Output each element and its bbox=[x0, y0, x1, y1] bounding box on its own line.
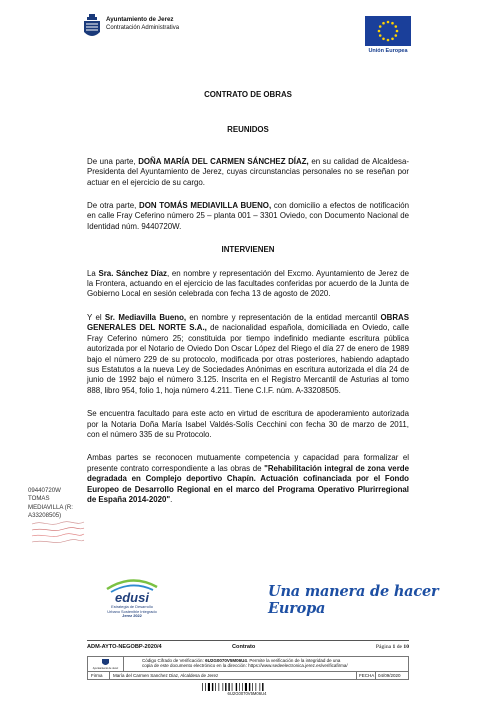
barcode-bar bbox=[249, 683, 250, 691]
firma-value: María del Carmen Sanchez Diaz, Alcaldesa de Jerez bbox=[113, 673, 219, 678]
verification-block bbox=[87, 656, 409, 696]
barcode-bar bbox=[225, 683, 226, 691]
svg-text:edusi: edusi bbox=[115, 590, 149, 605]
barcode-bar bbox=[208, 683, 210, 691]
barcode-bar bbox=[256, 683, 257, 691]
barcode-bar bbox=[228, 683, 229, 691]
signature-name-1: TOMAS bbox=[28, 495, 50, 503]
digital-signature-note bbox=[28, 487, 73, 520]
paragraph-representation-ayuntamiento: La Sra. Sánchez Díaz, en nombre y representación del Excmo. Ayuntamiento de Jerez de la Frontera, actuando en el ejercicio de las facultades conferidas por acuerdo de la Junta de Gobierno Local en sesión celebrada con fecha 13 de agosto de 2020. bbox=[87, 268, 409, 299]
edusi-caption-1: Estrategia de Desarrollo bbox=[111, 604, 153, 609]
paragraph-power-of-attorney: Se encuentra facultado para este acto en virtud de escritura de apoderamiento autorizada por la Notaria Doña María Isabel Valdés-Solís Cecchini con fecha 30 de marzo de 2011, con el número 335 de su Protocolo. bbox=[87, 409, 409, 439]
barcode-bar bbox=[232, 683, 233, 691]
barcode-bar bbox=[236, 683, 237, 691]
barcode-bar bbox=[242, 683, 243, 691]
edusi-caption-2: Urbano Sostenible Integrado bbox=[107, 608, 157, 614]
firma-label: Firma bbox=[88, 672, 110, 679]
signature-name-2: MEDIAVILLA (R: bbox=[28, 503, 73, 511]
ayuntamiento-name: Ayuntamiento de Jerez bbox=[106, 16, 174, 23]
jerez-crest-small-icon bbox=[101, 658, 110, 667]
signature-scribble-icon bbox=[30, 518, 86, 548]
signature-id: 09440720W bbox=[28, 487, 61, 494]
barcode-bar bbox=[219, 683, 220, 691]
barcode-icon bbox=[201, 683, 293, 691]
verification-text: Código Cifrado de Verificación: 6U2G0070V5M06U4. Permite la verificación de la integridad de una copia de este documento electrónico en la dirección: https://www.sedeelectronica.jerez.es/verificafirma/ bbox=[142, 658, 348, 669]
contract-body bbox=[87, 90, 409, 518]
barcode-bar bbox=[215, 683, 216, 691]
feder-slogan: Una manera de hacer Europa bbox=[268, 583, 439, 617]
barcode-bar bbox=[252, 683, 253, 691]
barcode-bar bbox=[260, 683, 261, 691]
fecha-value: 04/09/2020 bbox=[378, 673, 401, 678]
verification-logo: Ayuntamiento de Jerez bbox=[88, 657, 124, 671]
footer-divider bbox=[87, 640, 409, 641]
signature-cif: A33208505) bbox=[28, 511, 62, 519]
fecha-label: FECHA bbox=[356, 672, 376, 679]
edusi-mark-icon bbox=[97, 575, 167, 605]
barcode-bar bbox=[239, 683, 240, 691]
document-title: CONTRATO DE OBRAS bbox=[204, 90, 292, 99]
ayuntamiento-logo bbox=[83, 14, 179, 40]
eu-flag-icon bbox=[365, 16, 411, 46]
barcode-bar bbox=[223, 683, 224, 691]
section-intervienen: INTERVIENEN bbox=[221, 245, 275, 255]
barcode-bar bbox=[245, 683, 247, 691]
eu-logo bbox=[365, 16, 411, 54]
paragraph-contract-object: Ambas partes se reconocen mutuamente competencia y capacidad para formalizar el presente contrato correspondiente a las obras de "Rehabilitación integral de zona verde degradada en Complejo deportivo Chapín. Actuación cofinanciada por el Fondo Europeo de Desarrollo Regional en el marco del Programa Operativo Plurirregional de España 2014-2020". bbox=[87, 453, 409, 504]
document-type: Contrato bbox=[232, 644, 256, 650]
edusi-caption-3: Jerez 2022 bbox=[122, 613, 142, 619]
file-reference: ADM-AYTO-NEGOBP-2020/4 bbox=[87, 644, 162, 650]
paragraph-first-party: De una parte, DOÑA MARÍA DEL CARMEN SÁNCHEZ DÍAZ, en su calidad de Alcaldesa-Presidenta del Ayuntamiento de Jerez, cuyas circunstancias personales no se reseñan por actuar en el ejercicio de su cargo. bbox=[87, 156, 409, 187]
barcode-bar bbox=[262, 683, 263, 691]
paragraph-representation-company: Y el Sr. Mediavilla Bueno, en nombre y representación de la entidad mercantil OBRAS GENERALES DEL NORTE S.A., de nacionalidad española, domiciliada en Oviedo, calle Fray Ceferino número 25; constituida por tiempo indefinido mediante escritura pública autorizada por el Notario de Oviedo Don Oscar López del Riego el día 27 de enero de 1989 bajo el número 229 de su protocolo, modificada por otras posteriores, habiendo adaptado sus Estatutos a la nueva Ley de Sociedades Anónimas en escritura autorizada el día 24 de junio de 1992 bajo el número 3.125. Inscrita en el Registro Mercantil de Asturias al tomo 888, libro 954, folio 1, hoja número 4.211. Tiene C.I.F. núm. A-33208505. bbox=[87, 312, 410, 395]
section-reunidos: REUNIDOS bbox=[227, 125, 269, 135]
edusi-logo bbox=[87, 575, 177, 633]
department-name: Contratación Administrativa bbox=[106, 25, 180, 31]
barcode-bar bbox=[202, 683, 203, 691]
jerez-crest-icon bbox=[83, 14, 101, 40]
eu-label: Unión Europea bbox=[368, 48, 408, 54]
barcode bbox=[201, 683, 293, 696]
verification-url-text: copia de este documento electrónico en la dirección: https://www.sedeelectronica.jerez.es/verificafirma/ bbox=[142, 663, 348, 669]
verification-code: 6U2G0070V5M06U4 bbox=[205, 658, 247, 663]
paragraph-second-party: De otra parte, DON TOMÁS MEDIAVILLA BUENO, con domicilio a efectos de notificación en calle Fray Ceferino número 25 – planta 001 – 3301 Oviedo, con Documento Nacional de Identidad núm. 9440720W. bbox=[87, 201, 409, 231]
page-number: Página 1 de 10 bbox=[375, 644, 409, 650]
barcode-bar bbox=[212, 683, 213, 691]
barcode-bar bbox=[205, 683, 206, 691]
barcode-code: 6U2G0070V5M06U4 bbox=[227, 691, 267, 696]
